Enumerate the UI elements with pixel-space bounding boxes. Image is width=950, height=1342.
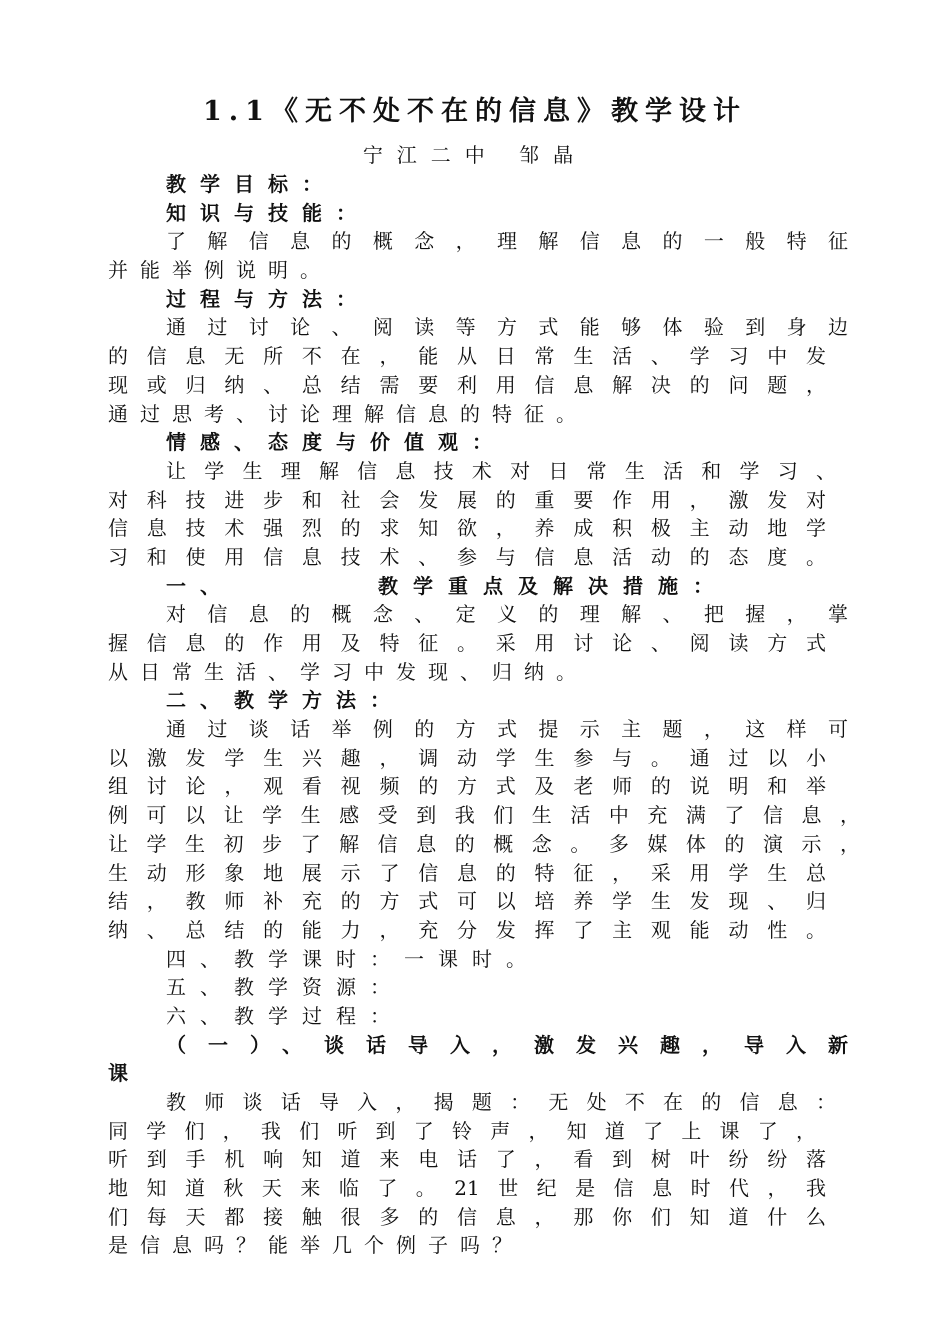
paragraph-line: 的信息无所不在，能从日常生活、学习中发 (108, 344, 826, 369)
heading-class-hours: 四、教学课时：一课时。 (166, 946, 540, 971)
heading-teaching-goals: 教学目标： (166, 172, 336, 196)
paragraph-line: 对信息的概念、定义的理解、把握，掌 (166, 602, 848, 627)
paragraph-line: 通过思考、讨论理解信息的特征。 (108, 401, 588, 426)
author-line: 宁江二中 邹晶 (362, 143, 588, 167)
paragraph-line: 同学们，我们听到了铃声，知道了上课了， (108, 1118, 816, 1143)
paragraph-line: 听到手机响知道来电话了，看到树叶纷纷落 (108, 1147, 826, 1172)
paragraph-line: 握信息的作用及特征。采用讨论、阅读方式 (108, 631, 826, 655)
paragraph-line: 现或归纳、总结需要利用信息解决的问题， (108, 372, 826, 397)
paragraph-line: 组讨论，观看视频的方式及老师的说明和举 (108, 774, 826, 799)
paragraph-line: 结，教师补充的方式可以培养学生发现、归 (108, 889, 826, 914)
paragraph-line: 并能举例说明。 (108, 258, 332, 283)
section-heading-key-points (108, 572, 848, 601)
heading-emotion-attitude: 情感、态度与价值观： (166, 430, 506, 455)
paragraph-line: 让学生初步了解信息的概念。多媒体的演示， (108, 831, 860, 856)
paragraph-line: 从日常生活、学习中发现、归纳。 (108, 659, 588, 684)
subheading-introduction: （一）、谈话导入，激发兴趣，导入新 (166, 1032, 848, 1057)
heading-knowledge-skills: 知识与技能： (166, 200, 370, 225)
paragraph-line: 纳、总结的能力，充分发挥了主观能动性。 (108, 917, 826, 942)
paragraph-line: 让学生理解信息技术对日常生活和学习、 (166, 458, 836, 483)
paragraph-line: 是信息吗？能举几个例子吗？ (108, 1233, 524, 1258)
paragraph-line: 教师谈话导入，揭题：无处不在的信息： (166, 1090, 836, 1114)
subheading-introduction-cont: 课 (108, 1061, 140, 1086)
section-number: 一、 (166, 573, 234, 598)
heading-process-method: 过程与方法： (166, 286, 370, 311)
heading-teaching-process: 六、教学过程： (166, 1003, 404, 1028)
paragraph-line: 信息技术强烈的求知欲，养成积极主动地学 (108, 516, 826, 541)
paragraph-line: 了解信息的概念，理解信息的一般特征 (166, 229, 848, 254)
document-title: 1.1《无不处不在的信息》教学设计 (203, 96, 747, 127)
paragraph-line: 对科技进步和社会发展的重要作用，激发对 (108, 487, 826, 512)
paragraph-line: 地知道秋天来临了。21世纪是信息时代，我 (108, 1176, 826, 1201)
paragraph-line: 习和使用信息技术、参与信息活动的态度。 (108, 544, 826, 569)
heading-teaching-method: 二、教学方法： (166, 688, 404, 713)
paragraph-line: 通过讨论、阅读等方式能够体验到身边 (166, 315, 848, 340)
paragraph-line: 例可以让学生感受到我们生活中充满了信息， (108, 803, 860, 828)
paragraph-line: 通过谈话举例的方式提示主题，这样可 (166, 717, 848, 742)
document-body (108, 170, 860, 1260)
paragraph-line: 以激发学生兴趣，调动学生参与。通过以小 (108, 745, 826, 770)
paragraph-line: 生动形象地展示了信息的特征，采用学生总 (108, 860, 826, 885)
heading-teaching-resources: 五、教学资源： (166, 975, 404, 1000)
paragraph-line: 们每天都接触很多的信息，那你们知道什么 (108, 1204, 826, 1229)
section-title: 教学重点及解决措施： (378, 573, 728, 598)
